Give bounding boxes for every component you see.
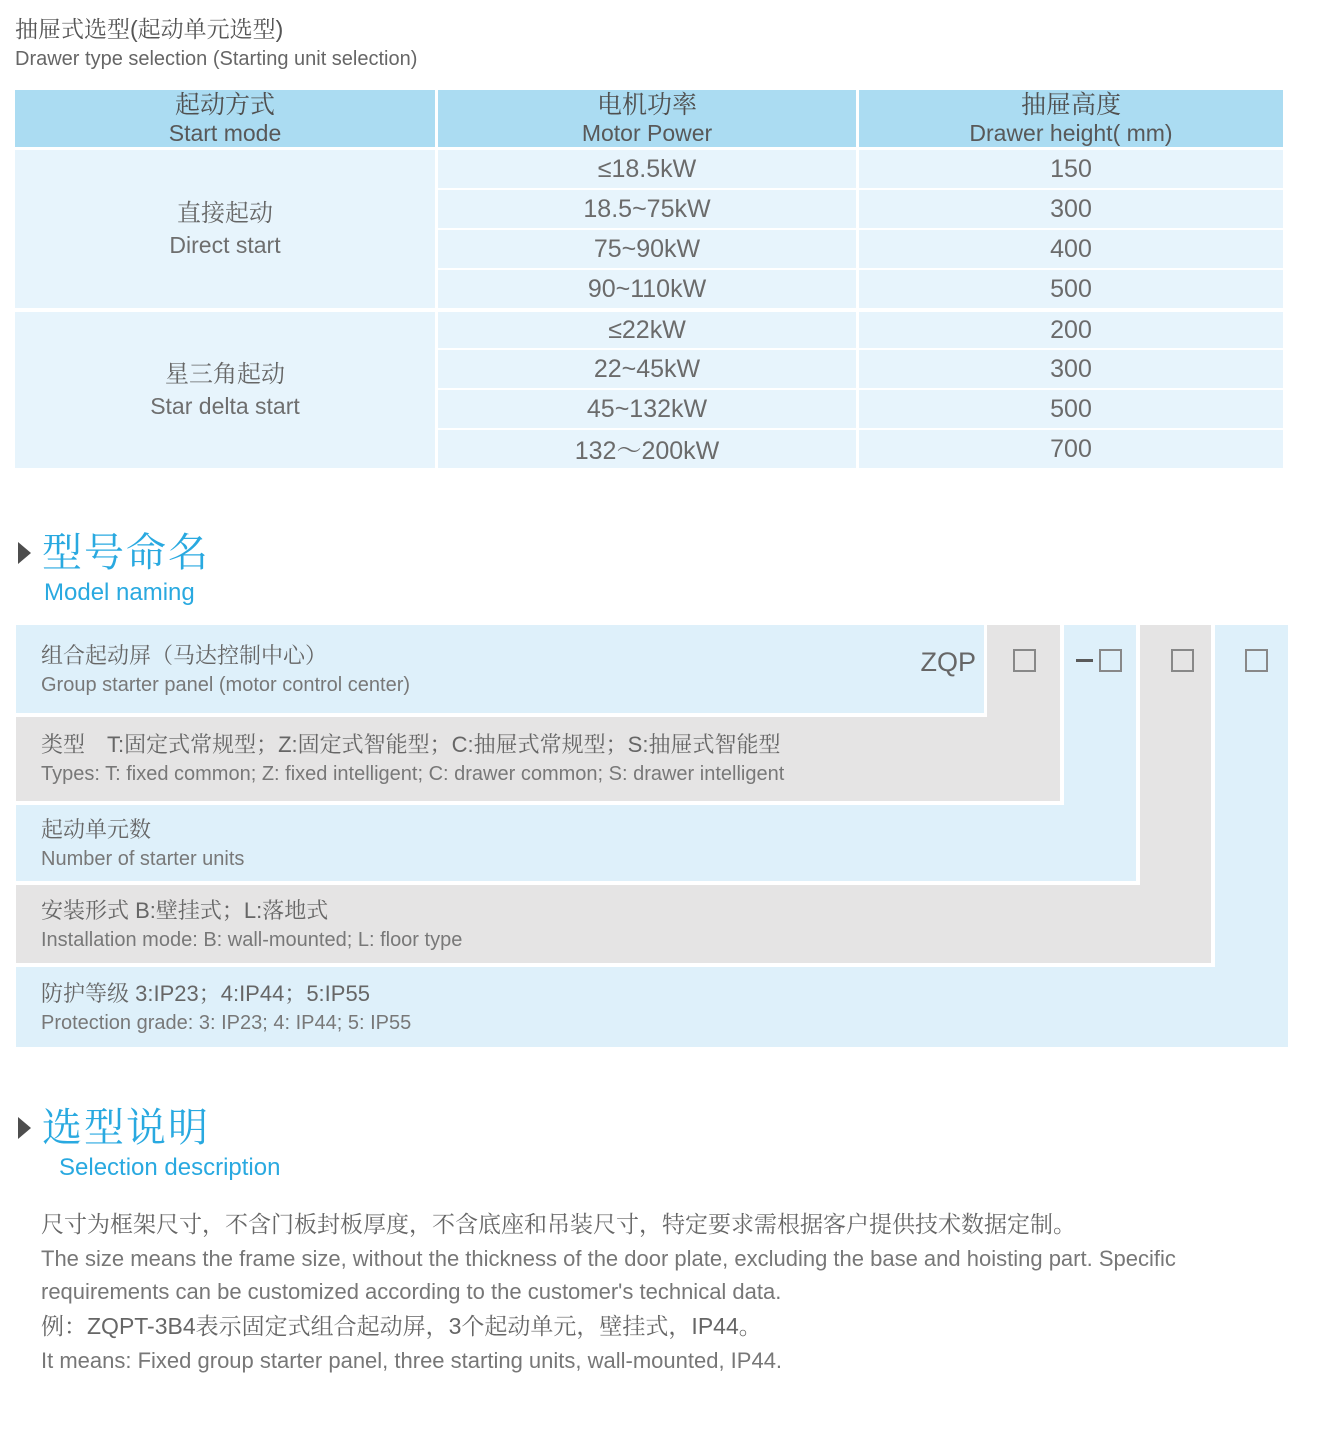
cell-power: 22~45kW [438, 350, 859, 390]
code-placeholder-box-icon [1099, 649, 1122, 672]
section-arrow-icon [18, 542, 31, 564]
band-group-starter-panel [16, 625, 984, 713]
band-3-zh: 起动单元数 [41, 817, 152, 842]
cell-power: 90~110kW [438, 270, 859, 310]
header-motor-power-en: Motor Power [581, 119, 713, 146]
band-4-en: Installation mode: B: wall-mounted; L: floor type [41, 929, 463, 951]
example-line-en: It means: Fixed group starter panel, three starting units, wall-mounted, IP44. [41, 1348, 783, 1373]
band-5-en: Protection grade: 3: IP23; 4: IP44; 5: IP55 [41, 1012, 412, 1034]
description-line-en: The size means the frame size, without the thickness of the door plate, excluding the base and hoisting part. Specific requirements can be customized according to the customer's technical data. [41, 1246, 1176, 1304]
band-2-en: Types: T: fixed common; Z: fixed intelligent; C: drawer common; S: drawer intelligent [41, 763, 785, 785]
code-placeholder-box-icon [1013, 649, 1036, 672]
band-installation-mode [16, 885, 1211, 963]
cell-power: 45~132kW [438, 390, 859, 430]
section-selection-description-heading [15, 1105, 1322, 1183]
header-motor-power [438, 90, 859, 150]
band-1-zh: 组合起动屏（马达控制中心） [41, 643, 328, 668]
section-model-naming-heading [15, 530, 1322, 608]
code-placeholder-box-icon [1171, 649, 1194, 672]
band-3-en: Number of starter units [41, 848, 245, 870]
cell-power: 132～200kW [438, 430, 859, 470]
drawer-selection-table [15, 90, 1283, 470]
cell-height: 200 [859, 310, 1283, 350]
cell-height: 400 [859, 230, 1283, 270]
header-start-mode-zh: 起动方式 [174, 90, 275, 119]
band-5-zh: 防护等级 3:IP23；4:IP44；5:IP55 [41, 981, 370, 1006]
header-start-mode-en: Start mode [168, 119, 282, 146]
model-naming-title-zh: 型号命名 [42, 531, 210, 575]
section-arrow-icon [18, 1117, 31, 1139]
header-drawer-height-zh: 抽屉高度 [1020, 90, 1121, 119]
cell-height: 500 [859, 270, 1283, 310]
group-direct-start-en: Direct start [169, 232, 281, 258]
code-dash-icon [1076, 659, 1093, 662]
band-types [16, 717, 1060, 801]
header-motor-power-zh: 电机功率 [596, 90, 697, 119]
cell-height: 500 [859, 390, 1283, 430]
cell-power: 18.5~75kW [438, 190, 859, 230]
band-2-zh: 类型 T:固定式常规型；Z:固定式智能型；C:抽屉式常规型；S:抽屉式智能型 [41, 732, 781, 757]
page-title [15, 14, 1322, 72]
header-start-mode [15, 90, 438, 150]
group-star-delta-start [15, 310, 438, 470]
model-code-label: ZQP [920, 647, 976, 677]
table-header-row [15, 90, 1283, 150]
cell-height: 700 [859, 430, 1283, 470]
cell-height: 300 [859, 350, 1283, 390]
band-starter-units [16, 805, 1136, 881]
description-line-zh: 尺寸为框架尺寸，不含门板封板厚度，不含底座和吊装尺寸，特定要求需根据客户提供技术数据定制。 [41, 1211, 1076, 1237]
band-protection-grade [16, 967, 1288, 1047]
group-direct-start-zh: 直接起动 [177, 200, 273, 227]
header-drawer-height-en: Drawer height( mm) [969, 119, 1173, 146]
cell-height: 300 [859, 190, 1283, 230]
group-direct-start [15, 150, 438, 310]
table-row [15, 150, 1283, 190]
selection-title-zh: 选型说明 [42, 1106, 210, 1150]
model-naming-diagram [16, 625, 1288, 1047]
selection-description-text [41, 1206, 1303, 1377]
band-4-zh: 安装形式 B:壁挂式；L:落地式 [41, 898, 329, 923]
table-row [15, 310, 1283, 350]
cell-power: ≤22kW [438, 310, 859, 350]
cell-power: 75~90kW [438, 230, 859, 270]
page-title-zh: 抽屉式选型(起动单元选型) [15, 16, 284, 42]
page-title-en: Drawer type selection (Starting unit selection) [15, 48, 418, 70]
selection-title-en: Selection description [59, 1154, 281, 1181]
code-placeholder-box-icon [1245, 649, 1268, 672]
group-star-delta-en: Star delta start [150, 393, 300, 419]
model-naming-title-en: Model naming [44, 579, 195, 606]
band-1-en: Group starter panel (motor control center) [41, 674, 411, 696]
header-drawer-height [859, 90, 1283, 150]
example-line-zh: 例：ZQPT-3B4表示固定式组合起动屏，3个起动单元，壁挂式，IP44。 [41, 1313, 762, 1339]
group-star-delta-zh: 星三角起动 [165, 361, 285, 388]
cell-height: 150 [859, 150, 1283, 190]
cell-power: ≤18.5kW [438, 150, 859, 190]
